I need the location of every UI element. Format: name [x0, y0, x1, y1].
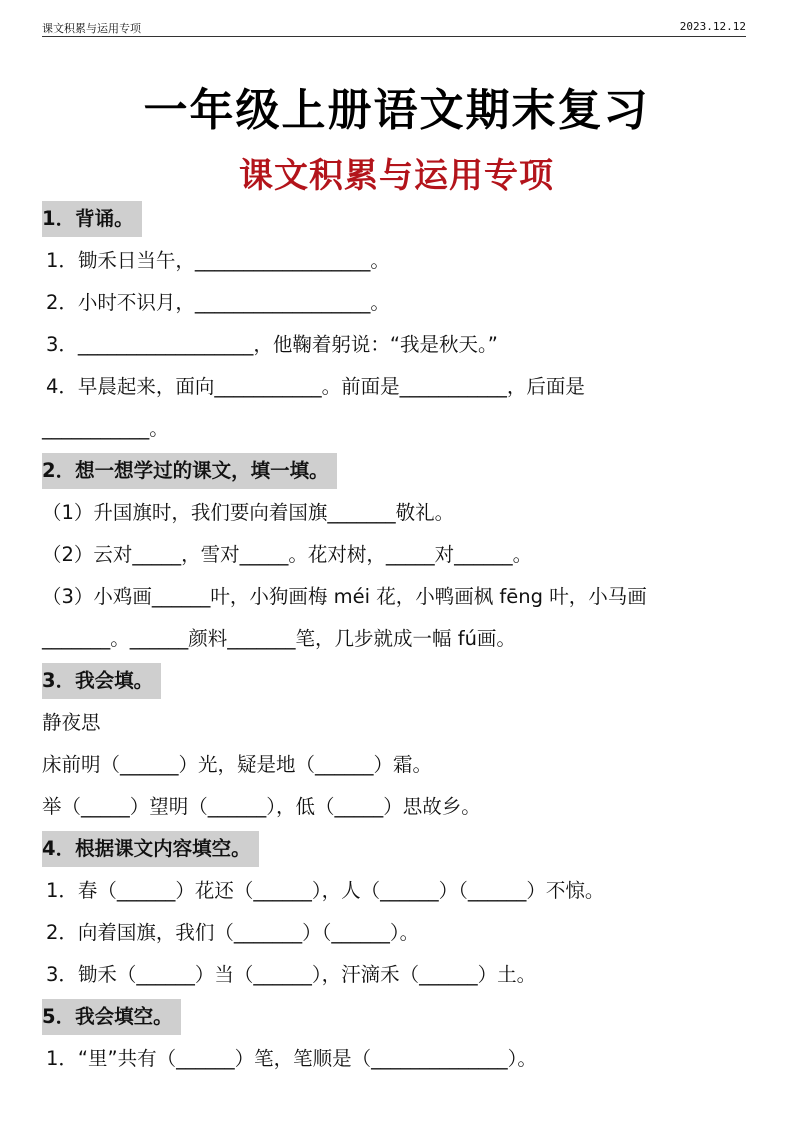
section-heading: 1．背诵。 [42, 201, 142, 237]
question-line: 1．春（______）花还（______），人（______）（______）不惊。 [46, 879, 605, 902]
header-date: 2023.12.12 [679, 20, 746, 33]
question-line: 2．向着国旗，我们（_______）（______）。 [46, 921, 420, 944]
question-line: 1．锄禾日当午，__________________。 [46, 249, 390, 272]
header-left-text: 课文积累与运用专项 [42, 22, 141, 35]
question-line: 4．早晨起来，面向___________。前面是___________，后面是 [46, 375, 585, 398]
question-line: 2．小时不识月，__________________。 [46, 291, 390, 314]
question-line: 举（_____）望明（______），低（_____）思故乡。 [42, 795, 481, 818]
section-2-row [42, 450, 754, 492]
section-heading: 3．我会填。 [42, 663, 161, 699]
question-line: （1）升国旗时，我们要向着国旗_______敬礼。 [42, 501, 455, 524]
question-line: 1．“里”共有（______）笔，笔顺是（______________）。 [46, 1047, 537, 1070]
section-4-row [42, 828, 754, 870]
section-1-row [42, 198, 754, 240]
section-heading: 4．根据课文内容填空。 [42, 831, 259, 867]
question-line: ___________。 [42, 417, 169, 440]
question-line: 3．__________________，他鞠着躬说：“我是秋天。” [46, 333, 498, 356]
section-5-row [42, 996, 754, 1038]
question-line: （3）小鸡画______叶，小狗画梅 méi 花，小鸭画枫 fēng 叶，小马画 [42, 585, 647, 608]
header-divider [42, 36, 746, 37]
question-line: _______。______颜料_______笔，几步就成一幅 fú画。 [42, 627, 516, 650]
question-line: （2）云对_____，雪对_____。花对树，_____对______。 [42, 543, 533, 566]
page-title: 一年级上册语文期末复习 [143, 85, 650, 136]
section-heading: 2．想一想学过的课文，填一填。 [42, 453, 337, 489]
question-line: 3．锄禾（______）当（______），汗滴禾（______）土。 [46, 963, 537, 986]
question-line: 床前明（______）光，疑是地（______）霜。 [42, 753, 433, 776]
page-subtitle: 课文积累与运用专项 [239, 156, 554, 196]
section-heading: 5．我会填空。 [42, 999, 181, 1035]
worksheet-content [42, 198, 754, 1080]
poem-title: 静夜思 [42, 711, 101, 734]
section-3-row [42, 660, 754, 702]
